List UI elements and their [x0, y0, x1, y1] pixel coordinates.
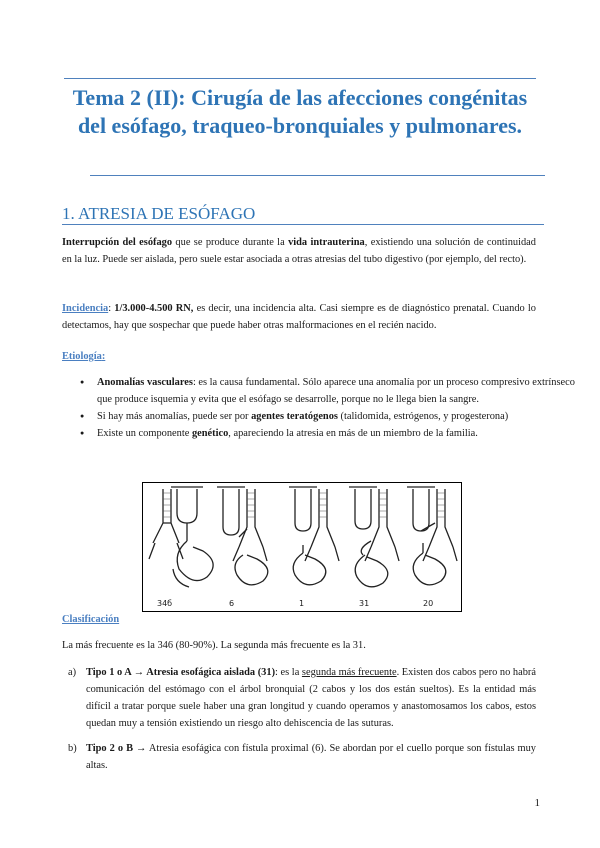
item-bold: Tipo 1 o A → Atresia esofágica aislada (31) — [86, 667, 276, 678]
item-text: (talidomida, estrógenos, y progesterona) — [337, 411, 509, 422]
section-heading: 1. ATRESIA DE ESÓFAGO — [62, 204, 256, 223]
figure-label: 31 — [359, 599, 370, 608]
item-bold: genético — [191, 428, 229, 439]
page-title: Tema 2 (II): Cirugía de las afecciones congénitas del esófago, traqueo-bronquiales y pulmonares. — [72, 85, 528, 138]
etiology-heading — [62, 351, 105, 362]
diagram-type-1 — [289, 487, 339, 585]
diagram-type-20 — [407, 487, 457, 585]
page-number: 1 — [534, 797, 540, 809]
intro-text-2: , existiendo una solución de continuidad en la luz. Puede ser aislada, pero suele estar asociada a otras atresias del tubo digestivo (por ejemplo, del recto). — [62, 237, 536, 265]
title-rule-top — [64, 78, 536, 79]
item-pre: Si hay más anomalías, puede ser por — [97, 411, 252, 422]
incidence-label: Incidencia — [62, 303, 109, 314]
list-item — [62, 664, 536, 732]
figure-label: 6 — [229, 599, 235, 608]
item-text: → Atresia esofágica con fístula proximal (6). Se abordan por el cuello porque son fístulas muy altas. — [86, 743, 536, 771]
item-text: : es la — [275, 667, 302, 678]
item-text: , apareciendo la atresia en más de un miembro de la familia. — [228, 428, 478, 439]
etiology-list — [62, 374, 575, 442]
intro-bold-2: vida intrauterina — [288, 237, 365, 248]
incidence-colon: : — [108, 303, 115, 314]
list-item — [62, 740, 536, 774]
section-rule — [62, 224, 544, 225]
figure-label: 1 — [299, 599, 305, 608]
incidence-text: es decir, una incidencia alta. Casi siempre es de diagnóstico prenatal. Cuando lo detectamos, hay que sospechar que puede haber otras malformaciones en el recién nacido. — [62, 303, 536, 331]
classification-heading: Clasificación — [62, 614, 120, 625]
incidence-paragraph — [62, 300, 536, 334]
classification-list — [62, 664, 536, 774]
atresia-illustration — [143, 483, 461, 611]
item-bold: Anomalías vasculares — [97, 377, 193, 388]
list-item — [97, 374, 575, 408]
item-text: : es la causa fundamental. Sólo aparece una anomalía por un proceso compresivo extrínseco que produce isquemia y evita que el esófago se desarrolle, porque no le llega bien la sangre. — [97, 377, 575, 405]
intro-text-1: que se produce durante la — [172, 237, 289, 248]
etiology-colon: : — [101, 351, 106, 362]
intro-paragraph — [62, 234, 536, 268]
incidence-value: 1/3.000-4.500 RN, — [114, 303, 194, 314]
item-letter: b) — [68, 743, 77, 754]
list-item — [97, 408, 575, 425]
item-pre: Existe un componente — [97, 428, 192, 439]
item-text: . Existen dos cabos pero no habrá comunicación del estómago con el árbol bronquial (2 cabos y los dos están sueltos). Es la entidad más difícil a tratar porque suele haber una gran longitud y cuando operamos y anastomosamos los cabos, estos quedan muy a tensión existiendo un riesgo alto dehiscencia de las suturas. — [86, 667, 537, 729]
atresia-types-figure — [142, 482, 462, 612]
item-bold: Tipo 2 o B — [86, 743, 133, 754]
diagram-type-6 — [217, 487, 268, 585]
diagram-type-31 — [349, 487, 399, 587]
item-bold: agentes teratógenos — [251, 411, 338, 422]
etiology-label: Etiología — [62, 351, 102, 362]
figure-label: 20 — [423, 599, 434, 608]
diagram-type-346 — [149, 487, 213, 587]
item-underline: segunda más frecuente — [301, 667, 397, 678]
figure-label: 34б — [157, 599, 173, 608]
list-item — [97, 425, 575, 442]
intro-bold-1: Interrupción del esófago — [62, 237, 173, 248]
item-letter: a) — [68, 667, 77, 678]
classification-intro: La más frecuente es la 346 (80-90%). La segunda más frecuente es la 31. — [62, 640, 366, 651]
title-rule-bottom — [90, 175, 545, 176]
